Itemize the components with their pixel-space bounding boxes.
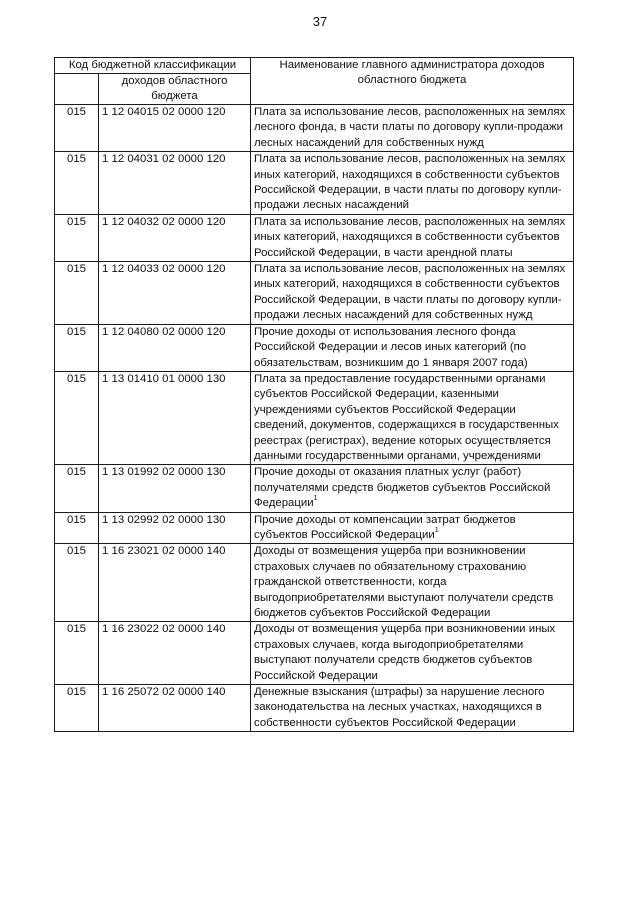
admin-name-header [251,58,574,105]
admin-code-cell: 015 [55,685,99,732]
description-text: Плата за предоставление государственными органами субъектов Российской Федерации, казенными учреждениями субъектов Российской Федерации сведений, документов, содержащихся в государственных реестрах (регистрах), ведение которых осуществляется данными государственными органами, учреждениями [254,372,559,462]
budget-code-cell: 1 12 04032 02 0000 120 [99,214,251,261]
table-row [55,324,574,371]
description-cell [251,262,574,325]
description-text: Прочие доходы от использования лесного фонда Российской Федерации и лесов иных категорий (по обязательствам, возникшим до 1 января 2007 года) [254,325,528,369]
table-row [55,465,574,512]
description-text: Доходы от возмещения ущерба при возникновении страховых случаев по обязательному страхованию гражданской ответственности, когда выгодоприобретателями выступают получатели средств бюджетов субъектов Российской Федерации [254,545,554,619]
budget-code-cell: 1 16 23022 02 0000 140 [99,622,251,685]
admin-code-cell: 015 [55,371,99,464]
description-cell [251,512,574,544]
admin-code-cell: 015 [55,544,99,622]
description-text: Прочие доходы от компенсации затрат бюджетов субъектов Российской Федерации [254,513,516,541]
admin-code-cell: 015 [55,512,99,544]
admin-code-cell: 015 [55,262,99,325]
admin-name-header-text: Наименование главного администратора доходов областного бюджета [279,59,545,86]
table-row [55,685,574,732]
table-row [55,371,574,464]
table-row [55,262,574,325]
description-text: Плата за использование лесов, расположенных на землях иных категорий, находящихся в собственности субъектов Российской Федерации, в части арендной платы [254,215,566,259]
description-cell [251,324,574,371]
description-cell [251,371,574,464]
admin-code-cell: 015 [55,622,99,685]
footnote-marker: 1 [313,495,318,503]
description-cell [251,214,574,261]
budget-code-cell: 1 12 04033 02 0000 120 [99,262,251,325]
admin-code-cell: 015 [55,152,99,215]
description-cell [251,685,574,732]
admin-code-cell: 015 [55,465,99,512]
footnote-marker: 1 [434,526,439,534]
budget-code-cell: 1 16 23021 02 0000 140 [99,544,251,622]
table-body [55,105,574,732]
description-cell [251,544,574,622]
budget-code-cell: 1 12 04015 02 0000 120 [99,105,251,152]
revenue-subheader: доходов областного бюджета [99,74,251,105]
table-row [55,512,574,544]
budget-classification-table [54,57,574,732]
description-cell [251,105,574,152]
admin-code-cell: 015 [55,214,99,261]
description-text: Прочие доходы от оказания платных услуг (работ) получателями средств бюджетов субъектов Российской Федерации [254,466,551,510]
description-cell [251,465,574,512]
admin-code-subheader [55,74,99,105]
table-row [55,214,574,261]
classification-header: Код бюджетной классификации [55,58,251,74]
description-cell [251,622,574,685]
budget-code-cell: 1 12 04080 02 0000 120 [99,324,251,371]
budget-code-cell: 1 16 25072 02 0000 140 [99,685,251,732]
table-row [55,152,574,215]
description-cell [251,152,574,215]
table-row [55,105,574,152]
description-text: Плата за использование лесов, расположенных на землях иных категорий, находящихся в собственности субъектов Российской Федерации, в части платы по договору купли-продажи лесных насаждений [254,153,566,212]
description-text: Доходы от возмещения ущерба при возникновении иных страховых случаев, когда выгодоприобретателями выступают получатели средств бюджетов субъектов Российской Федерации [254,623,556,682]
page-number: 37 [312,14,328,29]
admin-code-cell: 015 [55,324,99,371]
table-row [55,544,574,622]
description-text: Денежные взыскания (штрафы) за нарушение лесного законодательства на лесных участках, находящихся в собственности субъектов Российской Федерации [254,686,545,729]
table-header-row [55,58,574,74]
budget-code-cell: 1 13 01410 01 0000 130 [99,371,251,464]
admin-code-cell: 015 [55,105,99,152]
description-text: Плата за использование лесов, расположенных на землях иных категорий, находящихся в собственности субъектов Российской Федерации, в части платы по договору купли-продажи лесных насаждений для собственных нужд [254,263,566,322]
budget-code-cell: 1 13 01992 02 0000 130 [99,465,251,512]
table-row [55,622,574,685]
budget-code-cell: 1 13 02992 02 0000 130 [99,512,251,544]
description-text: Плата за использование лесов, расположенных на землях лесного фонда, в части платы по договору купли-продажи лесных насаждений для собственных нужд [254,106,566,149]
budget-code-cell: 1 12 04031 02 0000 120 [99,152,251,215]
